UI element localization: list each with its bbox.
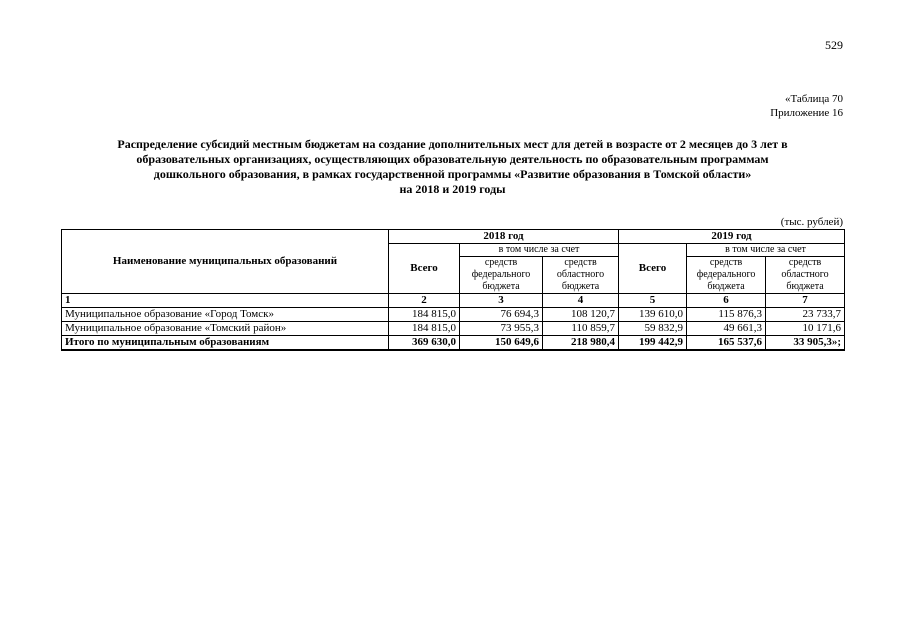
- header-total-2019: Всего: [619, 244, 687, 294]
- cell-total-2018: 184 815,0: [389, 322, 460, 336]
- header-total-2018: Всего: [389, 244, 460, 294]
- cell-total-2019: 59 832,9: [619, 322, 687, 336]
- cell-total-2019: 139 610,0: [619, 308, 687, 322]
- column-number: 5: [619, 294, 687, 308]
- title-line: дошкольного образования, в рамках государственной программы «Развитие образования в Томской области»: [153, 167, 752, 181]
- total-regional-2018: 218 980,4: [543, 336, 619, 351]
- total-2019: 199 442,9: [619, 336, 687, 351]
- cell-regional-2018: 108 120,7: [543, 308, 619, 322]
- header-including-2019: в том числе за счет: [687, 244, 845, 257]
- total-2018: 369 630,0: [389, 336, 460, 351]
- cell-federal-2019: 115 876,3: [687, 308, 766, 322]
- cell-regional-2019: 23 733,7: [766, 308, 845, 322]
- total-federal-2018: 150 649,6: [460, 336, 543, 351]
- column-number: 6: [687, 294, 766, 308]
- document-title: [60, 137, 845, 197]
- header-regional-2018: средств областного бюджета: [543, 257, 619, 294]
- table-reference: «Таблица 70: [784, 93, 843, 105]
- total-federal-2019: 165 537,6: [687, 336, 766, 351]
- page-number: 529: [825, 38, 843, 52]
- units-label: (тыс. рублей): [780, 216, 843, 228]
- municipality-name: Муниципальное образование «Город Томск»: [62, 308, 389, 322]
- table-row: [62, 322, 845, 336]
- cell-federal-2019: 49 661,3: [687, 322, 766, 336]
- cell-federal-2018: 76 694,3: [460, 308, 543, 322]
- title-line: Распределение субсидий местным бюджетам на создание дополнительных мест для детей в возрасте от 2 месяцев до 3 лет в: [117, 137, 788, 151]
- header-including-2018: в том числе за счет: [460, 244, 619, 257]
- column-numbers-row: [62, 294, 845, 308]
- column-number: 4: [543, 294, 619, 308]
- subsidy-table: [61, 229, 845, 351]
- total-row: [62, 336, 845, 351]
- column-number: 2: [389, 294, 460, 308]
- title-line: образовательных организациях, осуществляющих образовательную деятельность по образовательным программам: [136, 152, 769, 166]
- header-year-2018: 2018 год: [389, 230, 619, 244]
- column-number: 3: [460, 294, 543, 308]
- cell-regional-2018: 110 859,7: [543, 322, 619, 336]
- column-number: 7: [766, 294, 845, 308]
- table-row: [62, 308, 845, 322]
- municipality-name: Муниципальное образование «Томский район»: [62, 322, 389, 336]
- cell-total-2018: 184 815,0: [389, 308, 460, 322]
- appendix-label: Приложение 16: [770, 107, 843, 119]
- cell-federal-2018: 73 955,3: [460, 322, 543, 336]
- title-line: на 2018 и 2019 годы: [399, 182, 506, 196]
- total-label: Итого по муниципальным образованиям: [62, 336, 389, 351]
- header-federal-2019: средств федерального бюджета: [687, 257, 766, 294]
- header-federal-2018: средств федерального бюджета: [460, 257, 543, 294]
- appendix-reference: [770, 92, 843, 120]
- header-regional-2019: средств областного бюджета: [766, 257, 845, 294]
- header-municipality: Наименование муниципальных образований: [62, 230, 389, 294]
- header-year-2019: 2019 год: [619, 230, 845, 244]
- cell-regional-2019: 10 171,6: [766, 322, 845, 336]
- column-number: 1: [62, 294, 389, 308]
- total-regional-2019: 33 905,3»;: [766, 336, 845, 351]
